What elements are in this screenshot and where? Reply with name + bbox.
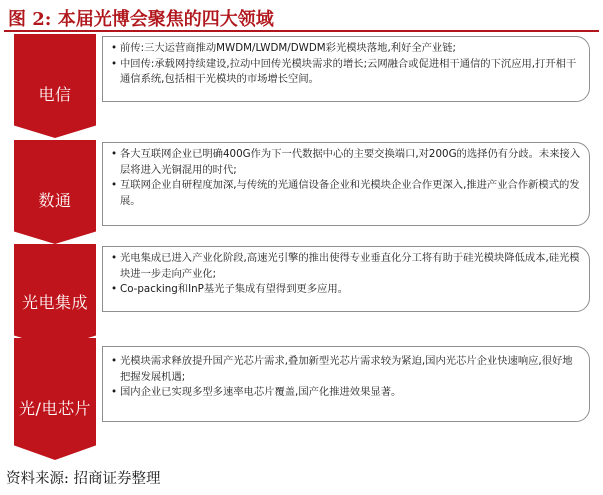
section-optoelectronic-integration-panel — [102, 246, 590, 312]
section-optical-electrical-chips — [14, 338, 590, 460]
figure-title-bar — [4, 2, 599, 32]
figure-title: 图 2: 本届光博会聚焦的四大领域 — [8, 9, 274, 30]
section-telecom — [14, 34, 590, 138]
section-datacom-label: 数通 — [38, 191, 72, 210]
source-note: 资料来源: 招商证券整理 — [6, 471, 161, 487]
section-telecom-bullet-2: • 中回传:承载网持续建设,拉动中回传光模块需求的增长;云网融合或促进相干通信的下沉应用,打开相干通信系统,包括相干光模块的市场增长空间。 — [111, 57, 581, 88]
section-datacom-bullet-1: • 各大互联网企业已明确400G作为下一代数据中心的主要交换端口,对200G的选择仍有分歧。未来接入层将进入光铜混用的时代; — [111, 147, 581, 178]
section-optical-electrical-chips-bullet-1: • 光模块需求释放提升国产光芯片需求,叠加新型光芯片需求较为紧迫,国内光芯片企业快速响应,很好地把握发展机遇; — [111, 354, 581, 385]
section-optical-electrical-chips-panel — [102, 346, 590, 422]
section-datacom — [14, 140, 590, 244]
section-optoelectronic-integration — [14, 244, 590, 348]
section-telecom-panel — [102, 36, 590, 102]
section-telecom-label: 电信 — [38, 85, 72, 104]
section-datacom-panel — [102, 142, 590, 226]
section-optical-electrical-chips-bullet-2: • 国内企业已实现多型多速率电芯片覆盖,国产化推进效果显著。 — [111, 385, 581, 401]
section-datacom-bullet-2: • 互联网企业自研程度加深,与传统的光通信设备企业和光模块企业合作更深入,推进产业合作新模式的发展。 — [111, 178, 581, 209]
section-optical-electrical-chips-label: 光/电芯片 — [19, 399, 91, 418]
section-optoelectronic-integration-bullet-2: • Co-packing和InP基光子集成有望得到更多应用。 — [111, 282, 581, 298]
section-optoelectronic-integration-bullet-1: • 光电集成已进入产业化阶段,高速光引擎的推出使得专业垂直化分工将有助于硅光模块降低成本,硅光模块进一步走向产业化; — [111, 251, 581, 282]
section-optoelectronic-integration-label: 光电集成 — [21, 293, 88, 312]
section-telecom-bullet-1: • 前传:三大运营商推动MWDM/LWDM/DWDM彩光模块落地,利好全产业链; — [111, 41, 581, 57]
